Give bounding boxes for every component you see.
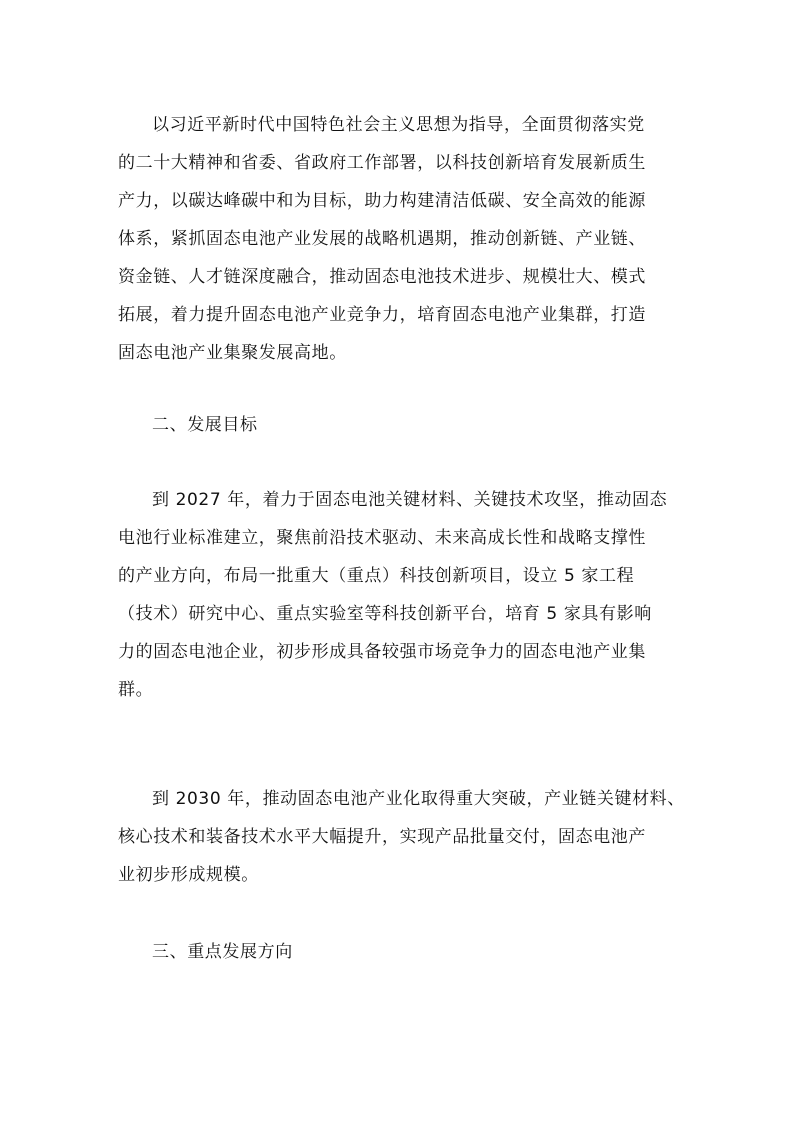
text-line: 资金链、人才链深度融合，推动固态电池技术进步、规模壮大、模式 [118,267,646,287]
text-line: 的二十大精神和省委、省政府工作部署，以科技创新培育发展新质生 [118,153,646,173]
text-line: 群。 [118,680,154,700]
text-line: 拓展，着力提升固态电池产业竞争力，培育固态电池产业集群，打造 [118,305,646,325]
text-line: 电池行业标准建立，聚焦前沿技术驱动、未来高成长性和战略支撑性 [118,528,646,548]
text-line: 产力，以碳达峰碳中和为目标，助力构建清洁低碳、安全高效的能源 [118,191,646,211]
text-line: 到 2027 年，着力于固态电池关键材料、关键技术攻坚，推动固态 [152,490,668,510]
text-line: 业初步形成规模。 [118,865,259,885]
text-line: 体系，紧抓固态电池产业发展的战略机遇期，推动创新链、产业链、 [118,229,646,249]
section-heading-key-directions: 三、重点发展方向 [152,942,293,962]
text-line: 力的固态电池企业，初步形成具备较强市场竞争力的固态电池产业集 [118,642,646,662]
text-line: 以习近平新时代中国特色社会主义思想为指导，全面贯彻落实党 [152,115,645,135]
text-line: 核心技术和装备技术水平大幅提升，实现产品批量交付，固态电池产 [118,827,646,847]
section-heading-development-goals: 二、发展目标 [152,415,258,435]
text-line: 到 2030 年，推动固态电池产业化取得重大突破，产业链关键材料、 [152,789,685,809]
text-line: 的产业方向，布局一批重大（重点）科技创新项目，设立 5 家工程 [118,566,635,586]
text-line: （技术）研究中心、重点实验室等科技创新平台，培育 5 家具有影响 [118,604,652,624]
text-line: 固态电池产业集聚发展高地。 [118,343,347,363]
